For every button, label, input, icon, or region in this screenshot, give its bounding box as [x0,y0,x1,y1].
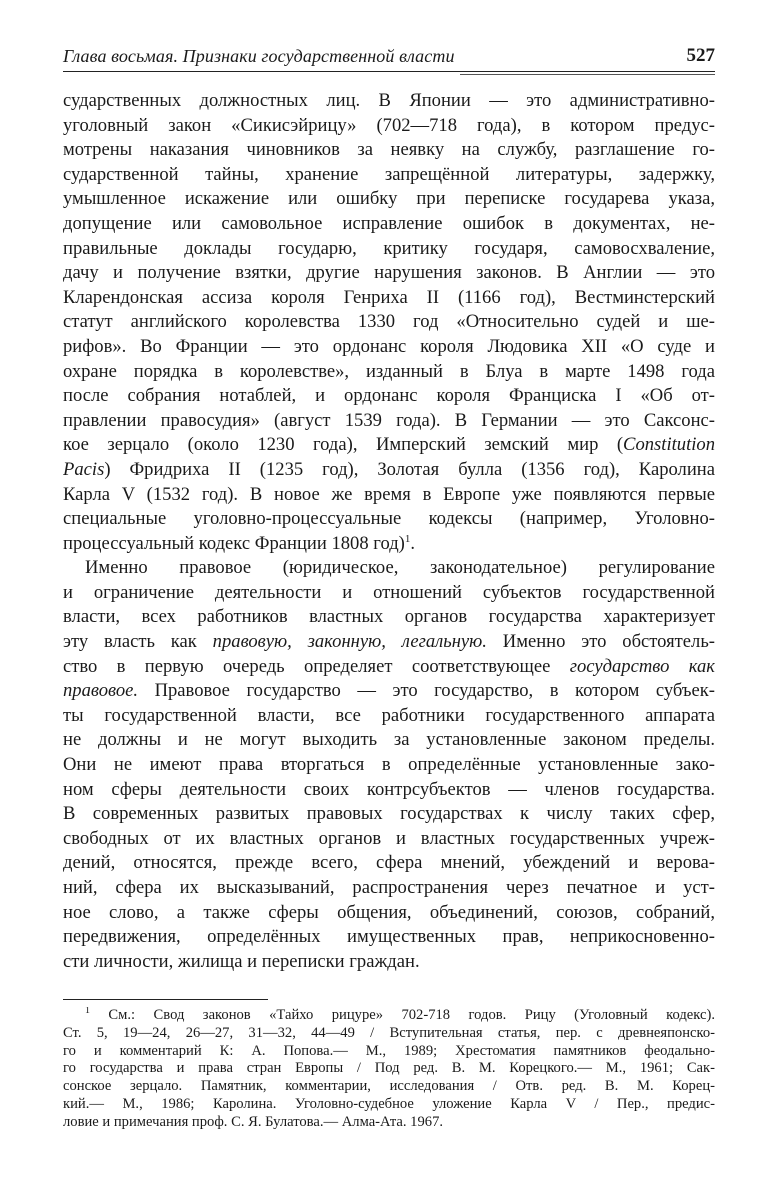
text-line: Именно правовое (юридическое, законодательное) регулирование [85,557,715,579]
italic-term: Constitution [623,434,715,456]
text-segment: См.: Свод законов «Тайхо рицуре» 702-718 годов. Рицу (Уголовный кодекс). [90,1007,715,1023]
text-segment: процессуальный кодекс Франции 1808 год) [63,532,405,554]
text-line: рифов». Во Франции — это ордонанс короля Людовика XII «О суде и [63,335,715,357]
text-segment: кое зерцало (около 1230 года), Имперский земский мир ( [63,434,624,456]
text-line: ний, сфера их высказываний, распространения через печатное и уст- [63,877,715,898]
text-line: В современных развитых правовых государствах к числу таких сфер, [63,803,715,825]
footnote-line: кий.— М., 1986; Каролина. Уголовно-судебное уложение Карла V / Пер., предис- [63,1095,715,1112]
text-line: сти личности, жилища и переписки граждан. [63,950,420,972]
footnote-line: го государства и права стран Европы / Под ред. В. М. Корецкого.— М., 1961; Сак- [63,1060,715,1077]
footnote-line: Ст. 5, 19—24, 26—27, 31—32, 44—49 / Вступительная статья, пер. с древнеяпонско- [63,1024,715,1041]
text-line: Кларендонская ассиза короля Генриха II (1166 год), Вестминстерский [63,286,715,308]
text-line: и ограничение деятельности и отношений субъектов государственной [63,581,715,603]
text-segment: ство в первую очередь определяет соответствующее [63,655,570,677]
text-line: Они не имеют права вторгаться в определённые установленные зако- [63,754,715,776]
text-line: правлении правосудия» (август 1539 года). В Германии — это Саксонс- [63,409,715,431]
text-line: свободных от их властных органов и властных государственных учреж- [63,827,715,849]
text-line [63,458,715,483]
text-line: умышленное искажение или ошибку при переписке государева указа, [63,188,715,210]
italic-term: правовую, законную, легальную. [212,631,487,653]
text-line [63,433,715,458]
footnote-line [63,1007,715,1025]
text-segment: эту власть как [63,631,213,653]
text-line [63,679,715,704]
text-line: дений, относятся, прежде всего, сфера мнений, убеждений и верова- [63,852,715,874]
text-line: сударственной тайны, хранение запрещённой литературы, задержку, [63,163,715,185]
text-line: правильные доклады государю, критику государя, самовосхваление, [63,237,715,259]
text-line: допущение или самовольное исправление ошибок в документах, не- [63,212,715,234]
text-line: не должны и не могут выходить за установленные законом пределы. [63,729,715,751]
text-line: ном сферы деятельности своих контрсубъектов — членов государства. [63,778,715,800]
footnote-line: сонское зерцало. Памятник, комментарии, исследования / Отв. ред. В. М. Корец- [63,1078,715,1095]
paragraph-1 [63,89,715,556]
text-line [63,532,715,557]
footnote-line: ловие и примечания проф. С. Я. Булатова.— Алма-Ата. 1967. [63,1113,444,1130]
text-line: передвижения, определённых имущественных прав, неприкосновенно- [63,926,715,948]
italic-term: правовое. [63,680,139,702]
text-line: ты государственной власти, все работники государственного аппарата [63,704,715,726]
italic-term: государство как [569,655,715,677]
text-line: после собрания нотаблей, и ордонанс короля Франциска I «Об от- [63,385,715,407]
text-segment: Именно это обстоятель- [486,631,715,653]
text-line: ное слово, а также сферы общения, объединений, союзов, собраний, [63,901,715,923]
text-line: дачу и получение взятки, другие нарушения законов. В Англии — это [63,262,715,284]
text-segment: ) Фридриха II (1235 год), Золотая булла (1356 год), Каролина [104,458,715,480]
text-line [63,630,715,655]
text-line: уголовный закон «Сикисэйрицу» (702—718 года), в котором предус- [63,114,715,136]
main-text [63,89,715,974]
text-segment: Правовое государство — это государство, в котором субъек- [138,680,715,702]
running-head [63,44,715,70]
text-line: власти, всех работников властных органов государства характеризует [63,606,715,628]
text-line [63,655,715,680]
text-line: специальные уголовно-процессуальные кодексы (например, Уголовно- [63,508,715,530]
page-number: 527 [686,45,715,66]
footnote-reference[interactable]: 1 [404,532,411,545]
paragraph-2 [63,556,715,974]
header-rule-secondary [460,74,715,75]
text-line: сударственных должностных лиц. В Японии — это административно- [63,90,715,111]
footnote-mark: 1 [85,1007,90,1017]
italic-term: Pacis [63,458,105,480]
text-line: Карла V (1532 год). В новое же время в Европе уже появляются первые [63,483,715,505]
footnote-rule [63,999,268,1000]
footnote [63,1007,715,1132]
text-line: мотрены наказания чиновников за неявку на службу, разглашение го- [63,139,715,161]
chapter-title: Глава восьмая. Признаки государственной власти [63,46,455,66]
text-line: охране порядка в королевстве», изданный в Блуа в марте 1498 года [63,360,715,382]
header-rule [63,71,715,72]
footnote-line: го и комментарий К: А. Попова.— М., 1989; Хрестоматия памятников феодально- [63,1042,715,1059]
text-line: статут английского королевства 1330 год «Относительно судей и ше- [63,311,715,333]
text-segment: . [410,532,416,554]
